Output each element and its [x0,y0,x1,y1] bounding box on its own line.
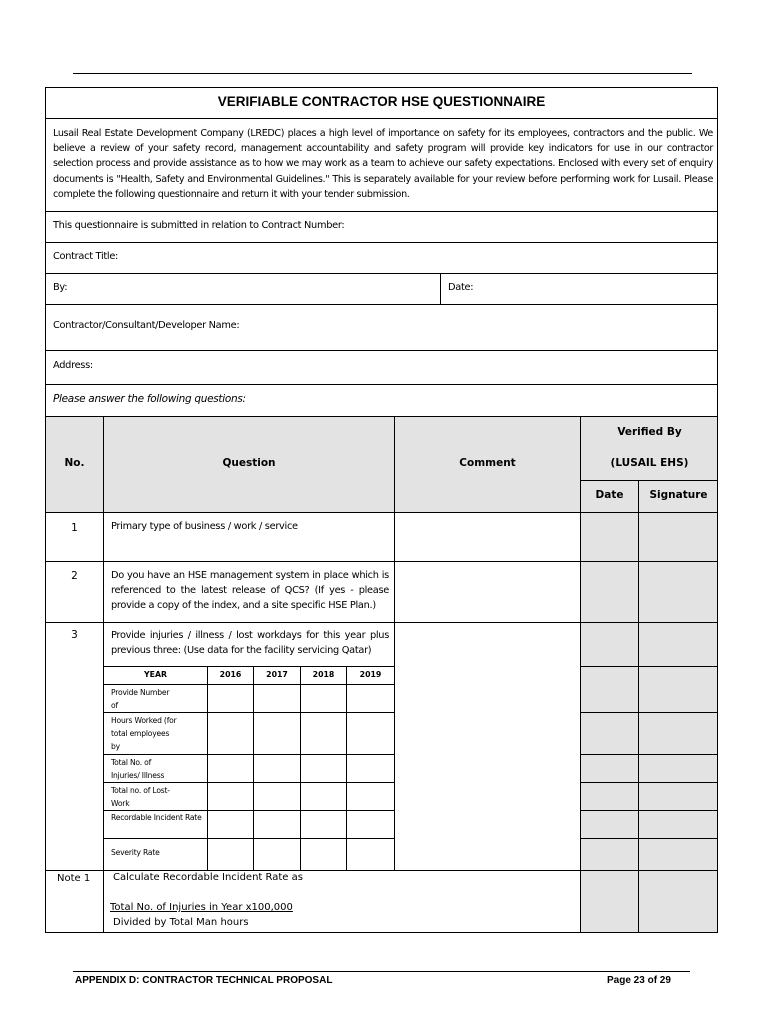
year-2018: 2018 [312,670,335,679]
divider [45,384,718,385]
question-number: 2 [71,570,78,582]
divider [580,782,718,783]
row-label: Recordable Incident Rate [111,813,202,822]
divider [45,118,718,119]
top-rule [73,73,692,74]
divider [45,561,718,562]
year-2017: 2017 [266,670,288,679]
contract-number-field[interactable]: This questionnaire is submitted in relation to Contract Number: [53,220,345,231]
divider [45,350,718,351]
divider [45,304,718,305]
divider [103,782,394,783]
divider [580,754,718,755]
col-divider [394,416,395,870]
contractor-name-field[interactable]: Contractor/Consultant/Developer Name: [53,320,240,331]
by-field[interactable]: By: [53,282,68,293]
question-text: Primary type of business / work / service [111,521,298,532]
row-label: Severity Rate [111,848,160,857]
row-label: Total No. of Injuries/ Illness [111,758,165,780]
row-label: Total no. of Lost- Work [111,786,170,808]
divider [103,754,394,755]
contract-title-field[interactable]: Contract Title: [53,251,119,262]
divider [45,273,718,274]
header-question: Question [222,457,276,469]
row-label: Hours Worked (for total employees by [111,716,177,751]
header-verified-by: Verified By [617,426,682,438]
col-divider [253,666,254,870]
date-field[interactable]: Date: [448,282,474,293]
header-date: Date [595,489,624,501]
divider [580,810,718,811]
form-title: VERIFIABLE CONTRACTOR HSE QUESTIONNAIRE [217,94,546,109]
note-line-3: Divided by Total Man hours [113,917,249,928]
note-label: Note 1 [57,873,91,884]
year-2016: 2016 [219,670,242,679]
divider [45,211,718,212]
col-divider [207,666,208,870]
question-number: 3 [71,629,78,641]
note-formula: Total No. of Injuries in Year x100,000 [110,902,293,913]
divider [45,416,718,417]
intro-paragraph: Lusail Real Estate Development Company (LREDC) places a high level of importance on safety for its employees, contractors and the public. We believe a review of your safety record, management accountability and safety program will provide key indicators for use in our contractor selection process and provide assistance as to how we may work as a team to achieve our safety expectations. Enclosed with every set of enquiry documents is "Health, Safety and Environmental Guidelines." This is separately available for your review before performing work for Lusail. Please complete the following questionnaire and return it with your tender submission. [53,128,713,200]
header-verified-org: (LUSAIL EHS) [610,457,689,469]
divider [45,622,718,623]
divider [580,838,718,839]
note-line-1: Calculate Recordable Incident Rate as [113,872,303,883]
header-no: No. [64,457,85,469]
divider [580,712,718,713]
year-2019: 2019 [359,670,382,679]
divider [103,666,394,667]
col-divider [346,666,347,870]
header-signature: Signature [649,489,708,501]
divider [45,512,718,513]
row-label: Provide Number of [111,688,170,710]
divider [103,712,394,713]
instruction-text: Please answer the following questions: [53,393,246,405]
divider [440,273,441,304]
divider [45,242,718,243]
divider [580,666,718,667]
question-text: Do you have an HSE management system in place which is referenced to the latest release of QCS? (If yes - please provide a copy of the index, and a site specific HSE Plan.) [111,570,389,611]
year-header: YEAR [143,670,167,679]
divider [580,480,718,481]
address-field[interactable]: Address: [53,360,93,371]
divider [45,870,718,871]
footer-rule [73,971,690,972]
col-divider [300,666,301,870]
header-comment: Comment [459,457,516,469]
question-number: 1 [71,522,78,534]
divider [103,838,394,839]
col-divider [638,480,639,932]
footer-page-number: Page 23 of 29 [607,975,671,986]
footer-appendix: APPENDIX D: CONTRACTOR TECHNICAL PROPOSAL [75,975,333,986]
question-text: Provide injuries / illness / lost workdays for this year plus previous three: (Use data for the facility servicing Qatar) [111,630,389,656]
divider [103,684,394,685]
